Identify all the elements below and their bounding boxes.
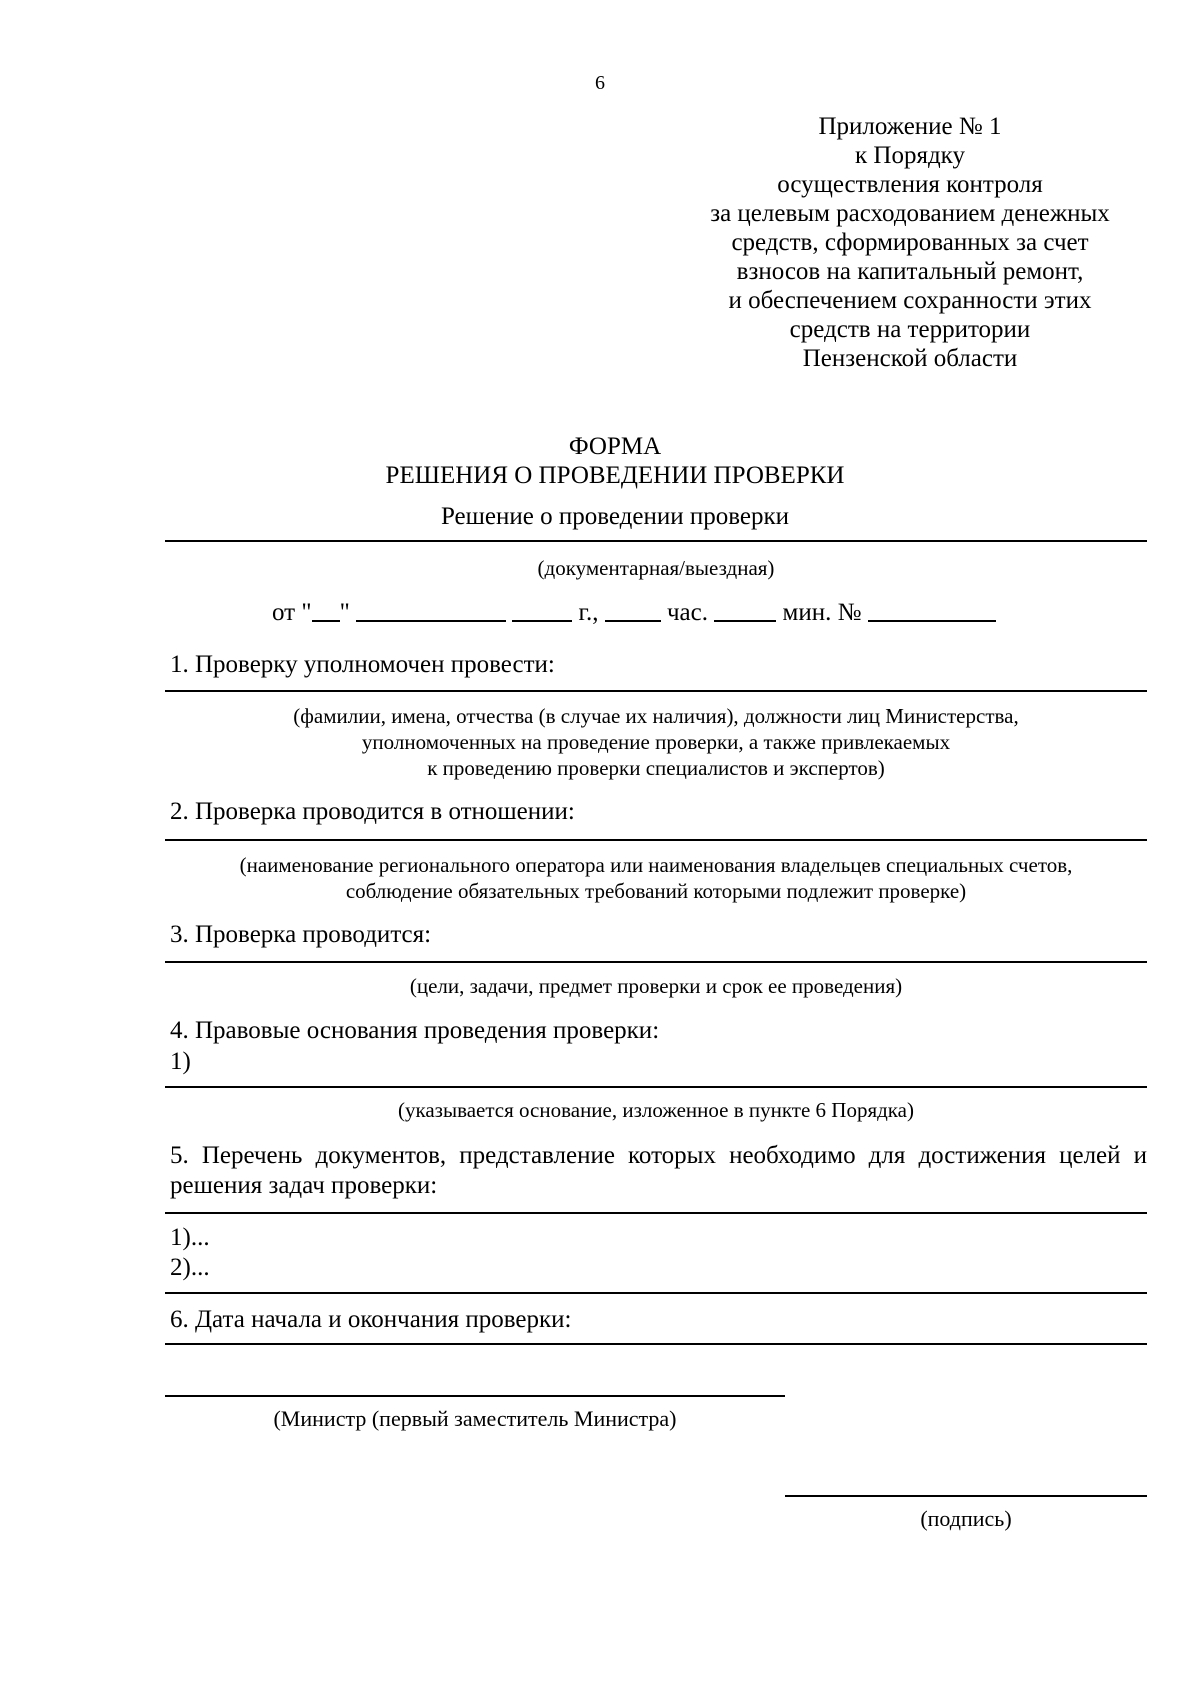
date-line [272, 596, 996, 627]
signature-line[interactable] [785, 1495, 1147, 1497]
section-3-caption: (цели, задачи, предмет проверки и срок ее проведения) [409, 974, 903, 998]
section-5-line [165, 1212, 1147, 1214]
divider-line [165, 540, 1147, 542]
appendix-line: за целевым расходованием денежных [710, 200, 1110, 227]
number-blank[interactable] [868, 598, 996, 622]
hour-blank[interactable] [605, 598, 661, 622]
section-4-label: 4. Правовые основания проведения проверки: [170, 1017, 660, 1044]
appendix-line: средств, сформированных за счет [731, 229, 1089, 256]
quote-close: " [339, 599, 350, 626]
section-4-caption: (указывается основание, изложенное в пункте 6 Порядка) [397, 1098, 914, 1122]
appendix-line: Пензенской области [802, 345, 1018, 372]
minute-number-label: мин. № [782, 599, 862, 626]
minister-caption: (Министр (первый заместитель Министра) [273, 1406, 677, 1431]
year-blank[interactable] [512, 598, 572, 622]
section-6-label: 6. Дата начала и окончания проверки: [170, 1306, 572, 1333]
appendix-header [650, 112, 1170, 373]
form-title-line: РЕШЕНИЯ О ПРОВЕДЕНИИ ПРОВЕРКИ [385, 462, 845, 489]
hour-label: час. [666, 599, 708, 626]
section-5-item: 2)... [170, 1254, 210, 1281]
section-1-label: 1. Проверку уполномочен провести: [170, 651, 555, 678]
minute-blank[interactable] [714, 598, 776, 622]
appendix-line: осуществления контроля [777, 171, 1043, 198]
caption-line: к проведению проверки специалистов и экспертов) [427, 756, 885, 780]
appendix-line: взносов на капитальный ремонт, [736, 258, 1084, 285]
date-from-label: от [272, 599, 296, 626]
caption-line: уполномоченных на проведение проверки, а также привлекаемых [361, 730, 951, 754]
section-5-label: 5. Перечень документов, представление которых необходимо для достижения целей и решения задач проверки: [170, 1142, 1147, 1199]
month-blank[interactable] [356, 598, 506, 622]
section-2-caption [165, 852, 1147, 904]
minister-line[interactable] [165, 1395, 785, 1397]
section-5-item: 1)... [170, 1224, 210, 1251]
appendix-line: средств на территории [789, 316, 1031, 343]
signature-caption: (подпись) [920, 1506, 1012, 1531]
section-6-line[interactable] [165, 1343, 1147, 1345]
appendix-line: Приложение № 1 [818, 113, 1002, 140]
day-blank[interactable] [312, 598, 340, 622]
form-title [0, 432, 1200, 490]
caption-line: соблюдение обязательных требований которыми подлежит проверке) [345, 879, 967, 903]
caption-line: (наименование регионального оператора или наименования владельцев специальных счетов, [239, 853, 1073, 877]
section-2-line[interactable] [165, 839, 1147, 841]
form-title-line: ФОРМА [568, 433, 662, 460]
section-3-label: 3. Проверка проводится: [170, 921, 432, 948]
appendix-line: к Порядку [855, 142, 965, 169]
type-caption: (документарная/выездная) [537, 556, 775, 580]
caption-line: (фамилии, имена, отчества (в случае их наличия), должности лиц Министерства, [293, 704, 1019, 728]
appendix-line: и обеспечением сохранности этих [728, 287, 1092, 314]
page-number: 6 [595, 72, 605, 94]
decision-title: Решение о проведении проверки [440, 503, 790, 530]
section-4-sub: 1) [170, 1048, 191, 1075]
section-2-label: 2. Проверка проводится в отношении: [170, 798, 575, 825]
section-3-line[interactable] [165, 961, 1147, 963]
quote-open: " [301, 599, 312, 626]
section-5-end-line [165, 1292, 1147, 1294]
section-4-line[interactable] [165, 1086, 1147, 1088]
year-label: г., [578, 599, 599, 626]
section-1-line[interactable] [165, 690, 1147, 692]
section-1-caption [165, 703, 1147, 781]
